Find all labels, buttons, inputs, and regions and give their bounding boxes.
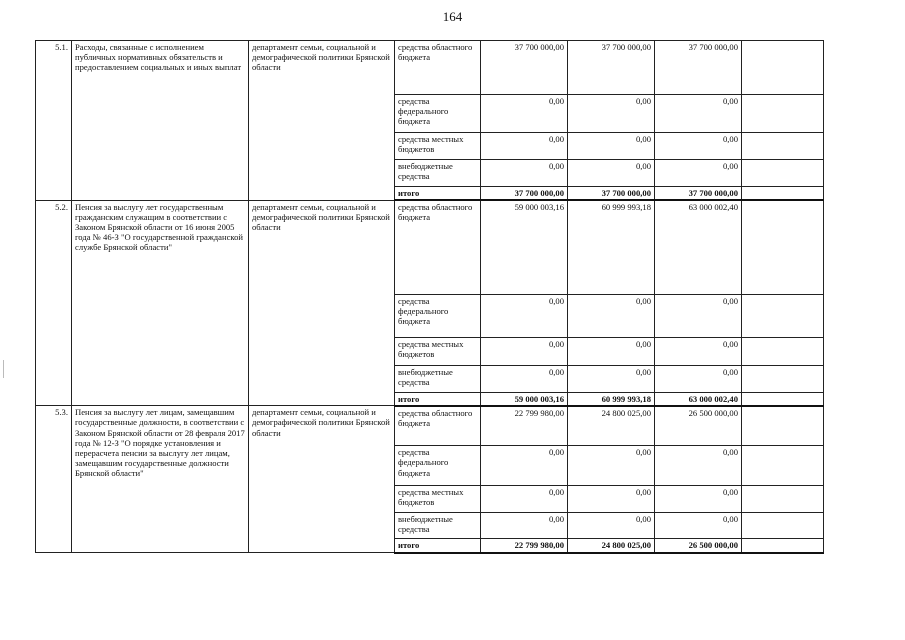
amount-year-3: 63 000 002,40 <box>655 200 742 294</box>
amount-year-1: 0,00 <box>481 513 568 539</box>
empty-cell <box>742 160 824 187</box>
empty-cell <box>742 446 824 486</box>
empty-cell <box>742 486 824 513</box>
empty-cell <box>742 406 824 446</box>
empty-cell <box>742 133 824 160</box>
item-executor: департамент семьи, социальной и демографической политики Брянской области <box>249 200 395 406</box>
amount-year-1: 0,00 <box>481 133 568 160</box>
amount-year-2: 0,00 <box>568 446 655 486</box>
funding-source: внебюджетные средства <box>395 513 481 539</box>
amount-year-3: 37 700 000,00 <box>655 41 742 95</box>
empty-cell <box>742 513 824 539</box>
budget-table <box>35 40 824 554</box>
amount-year-1: 0,00 <box>481 446 568 486</box>
amount-year-3: 0,00 <box>655 294 742 337</box>
funding-source-total: итого <box>395 187 481 201</box>
item-name: Пенсия за выслугу лет лицам, замещавшим государственные должности, в соответствии с Законом Брянской области от 28 февраля 2017 года № 12-З "О порядке установления и перерасчета пенсии за выслугу лет лицам, замещавшим государственные должности Брянской области" <box>72 406 249 553</box>
amount-year-2: 0,00 <box>568 486 655 513</box>
amount-year-2: 24 800 025,00 <box>568 406 655 446</box>
amount-year-1: 0,00 <box>481 486 568 513</box>
amount-year-2: 60 999 993,18 <box>568 200 655 294</box>
item-name: Расходы, связанные с исполнением публичных нормативных обязательств и предоставлением социальных и иных выплат <box>72 41 249 201</box>
empty-cell <box>742 539 824 553</box>
total-year-2: 24 800 025,00 <box>568 539 655 553</box>
empty-cell <box>742 200 824 294</box>
item-number: 5.3. <box>36 406 72 553</box>
funding-source: внебюджетные средства <box>395 160 481 187</box>
amount-year-2: 0,00 <box>568 337 655 365</box>
amount-year-1: 0,00 <box>481 294 568 337</box>
amount-year-1: 22 799 980,00 <box>481 406 568 446</box>
funding-source: средства местных бюджетов <box>395 133 481 160</box>
amount-year-2: 0,00 <box>568 513 655 539</box>
amount-year-2: 37 700 000,00 <box>568 41 655 95</box>
amount-year-3: 26 500 000,00 <box>655 406 742 446</box>
table-row <box>36 406 824 446</box>
funding-source: средства федерального бюджета <box>395 294 481 337</box>
amount-year-1: 0,00 <box>481 160 568 187</box>
amount-year-2: 0,00 <box>568 294 655 337</box>
item-name: Пенсия за выслугу лет государственным гражданским служащим в соответствии с Законом Брянской области от 16 июня 2005 года № 46-З "О государственной гражданской службе Брянской области" <box>72 200 249 406</box>
amount-year-3: 0,00 <box>655 160 742 187</box>
empty-cell <box>742 365 824 392</box>
funding-source: средства федерального бюджета <box>395 95 481 133</box>
total-year-3: 37 700 000,00 <box>655 187 742 201</box>
funding-source: средства федерального бюджета <box>395 446 481 486</box>
amount-year-2: 0,00 <box>568 160 655 187</box>
funding-source: внебюджетные средства <box>395 365 481 392</box>
amount-year-3: 0,00 <box>655 446 742 486</box>
empty-cell <box>742 187 824 201</box>
scan-artifact <box>3 360 4 378</box>
total-year-2: 60 999 993,18 <box>568 392 655 406</box>
funding-source: средства областного бюджета <box>395 41 481 95</box>
amount-year-1: 0,00 <box>481 337 568 365</box>
funding-source-total: итого <box>395 392 481 406</box>
total-year-1: 59 000 003,16 <box>481 392 568 406</box>
amount-year-2: 0,00 <box>568 95 655 133</box>
empty-cell <box>742 337 824 365</box>
amount-year-3: 0,00 <box>655 513 742 539</box>
amount-year-1: 37 700 000,00 <box>481 41 568 95</box>
amount-year-3: 0,00 <box>655 133 742 160</box>
amount-year-3: 0,00 <box>655 95 742 133</box>
total-year-1: 22 799 980,00 <box>481 539 568 553</box>
page-number: 164 <box>442 9 463 24</box>
item-number: 5.1. <box>36 41 72 201</box>
empty-cell <box>742 95 824 133</box>
amount-year-3: 0,00 <box>655 365 742 392</box>
item-executor: департамент семьи, социальной и демографической политики Брянской области <box>249 41 395 201</box>
funding-source-total: итого <box>395 539 481 553</box>
total-year-1: 37 700 000,00 <box>481 187 568 201</box>
amount-year-1: 0,00 <box>481 365 568 392</box>
empty-cell <box>742 294 824 337</box>
total-year-3: 26 500 000,00 <box>655 539 742 553</box>
item-number: 5.2. <box>36 200 72 406</box>
amount-year-2: 0,00 <box>568 365 655 392</box>
amount-year-1: 0,00 <box>481 95 568 133</box>
amount-year-1: 59 000 003,16 <box>481 200 568 294</box>
amount-year-2: 0,00 <box>568 133 655 160</box>
item-executor: департамент семьи, социальной и демографической политики Брянской области <box>249 406 395 553</box>
amount-year-3: 0,00 <box>655 337 742 365</box>
table-row <box>36 200 824 294</box>
funding-source: средства местных бюджетов <box>395 486 481 513</box>
empty-cell <box>742 392 824 406</box>
total-year-2: 37 700 000,00 <box>568 187 655 201</box>
empty-cell <box>742 41 824 95</box>
amount-year-3: 0,00 <box>655 486 742 513</box>
total-year-3: 63 000 002,40 <box>655 392 742 406</box>
funding-source: средства областного бюджета <box>395 406 481 446</box>
table-row <box>36 41 824 95</box>
funding-source: средства областного бюджета <box>395 200 481 294</box>
funding-source: средства местных бюджетов <box>395 337 481 365</box>
